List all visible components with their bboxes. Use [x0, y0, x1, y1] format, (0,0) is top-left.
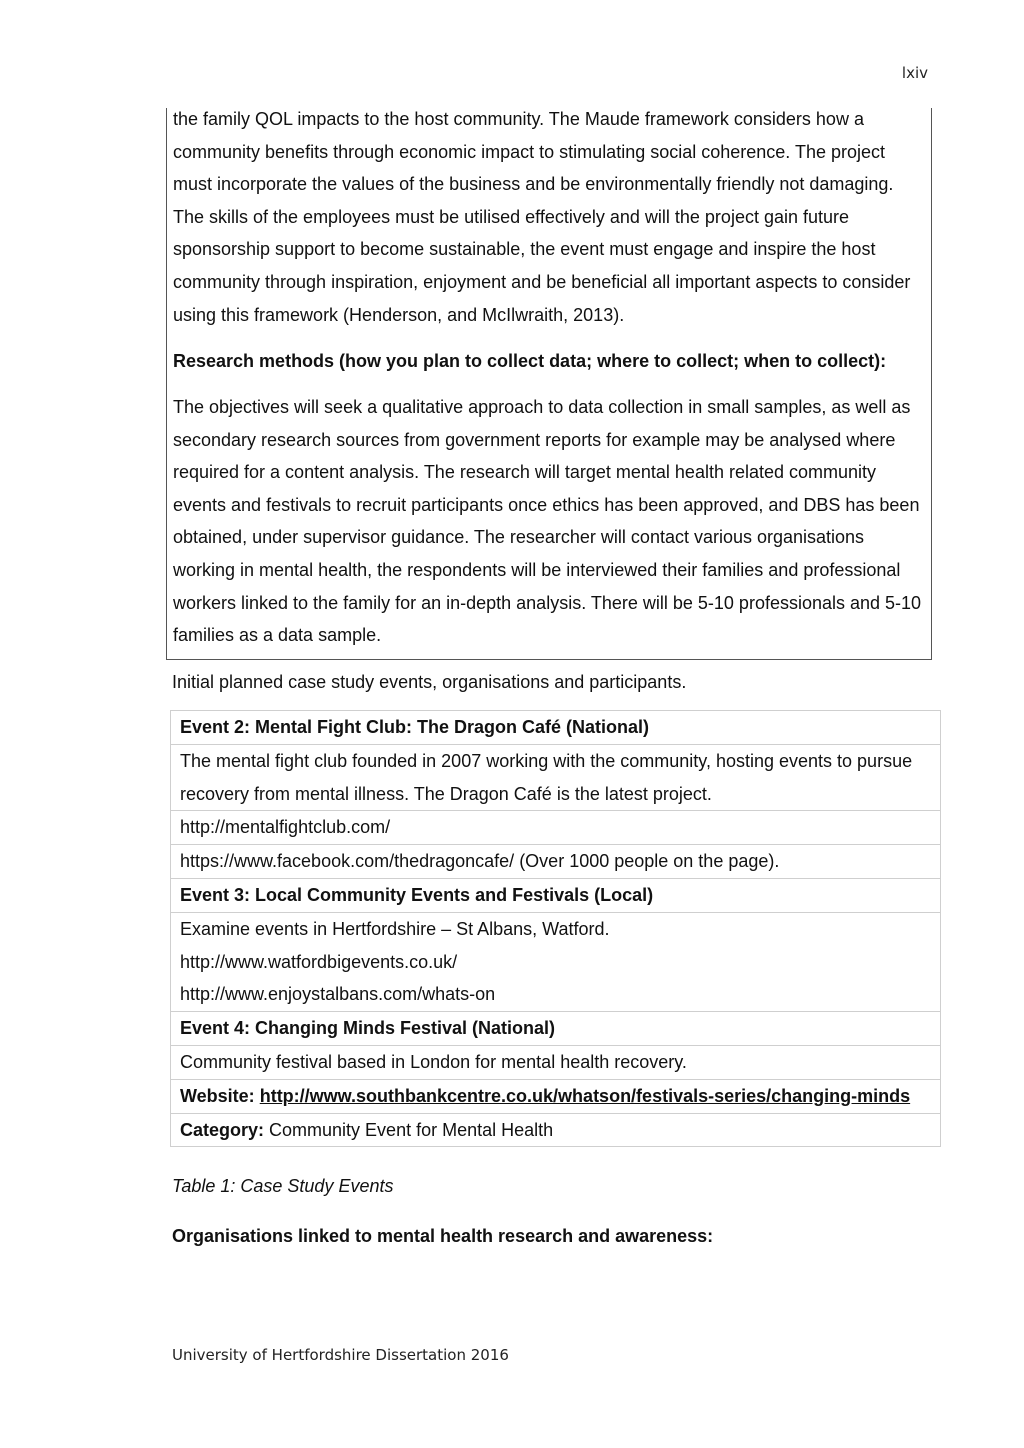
- table-caption: Table 1: Case Study Events: [172, 1176, 394, 1196]
- event3-line-3: http://www.enjoystalbans.com/whats-on: [180, 984, 496, 1005]
- research-methods-heading: Research methods (how you plan to collect data; where to collect; when to collect):: [173, 351, 887, 371]
- category-value: Community Event for Mental Health: [269, 1119, 554, 1140]
- table-row: [171, 1113, 941, 1147]
- case-study-events-table: [170, 710, 941, 1147]
- table-row: [171, 744, 941, 811]
- event2-url-1: http://mentalfightclub.com/: [171, 811, 941, 845]
- website-link[interactable]: http://www.southbankcentre.co.uk/whatson/festivals-series/changing-minds: [259, 1085, 911, 1106]
- event2-title: Event 2: Mental Fight Club: The Dragon Café (National): [171, 711, 941, 745]
- event2-url-2: https://www.facebook.com/thedragoncafe/ (Over 1000 people on the page).: [171, 845, 941, 879]
- table-row: [171, 878, 941, 912]
- event3-line-1: Examine events in Hertfordshire – St Albans, Watford.: [180, 918, 610, 939]
- table-row: [171, 1045, 941, 1079]
- event2-description: The mental fight club founded in 2007 working with the community, hosting events to pursue recovery from mental illness. The Dragon Café is the latest project.: [171, 744, 941, 811]
- page-number: lxiv: [901, 64, 928, 82]
- event4-description: Community festival based in London for mental health recovery.: [171, 1045, 941, 1079]
- table-intro: Initial planned case study events, organisations and participants.: [172, 672, 687, 692]
- table-row: [171, 1012, 941, 1046]
- event3-details: [171, 912, 941, 1011]
- website-label: Website:: [180, 1085, 255, 1106]
- event4-category: [171, 1113, 941, 1147]
- event4-website: [171, 1079, 941, 1113]
- framework-paragraph: the family QOL impacts to the host community. The Maude framework considers how a community benefits through economic impact to stimulating social coherence. The project must incorporate the values of the business and be environmentally friendly not damaging. The skills of the employees must be utilised effectively and will the project gain future sponsorship support to become sustainable, the event must engage and inspire the host community through inspiration, enjoyment and be beneficial all important aspects to consider using this framework (Henderson, and McIlwraith, 2013).: [173, 109, 911, 325]
- research-methods-paragraph: The objectives will seek a qualitative approach to data collection in small samples, as well as secondary research sources from government reports for example may be analysed where required for a content analysis. The research will target mental health related community events and festivals to recruit participants once ethics has been approved, and DBS has been obtained, under supervisor guidance. The researcher will contact various organisations working in mental health, the respondents will be interviewed their families and professional workers linked to the family for an in-depth analysis. There will be 5-10 professionals and 5-10 families as a data sample.: [173, 397, 922, 646]
- event4-title: Event 4: Changing Minds Festival (National): [171, 1012, 941, 1046]
- category-label: Category:: [180, 1119, 265, 1140]
- table-row: [171, 1079, 941, 1113]
- research-box: [166, 108, 932, 660]
- table-row: [171, 912, 941, 1011]
- table-row: [171, 711, 941, 745]
- page-footer: University of Hertfordshire Dissertation 2016: [172, 1346, 509, 1364]
- event3-title: Event 3: Local Community Events and Festivals (Local): [171, 878, 941, 912]
- event3-line-2: http://www.watfordbigevents.co.uk/: [180, 951, 458, 972]
- table-row: [171, 811, 941, 845]
- organisations-heading: Organisations linked to mental health research and awareness:: [172, 1226, 714, 1246]
- table-row: [171, 845, 941, 879]
